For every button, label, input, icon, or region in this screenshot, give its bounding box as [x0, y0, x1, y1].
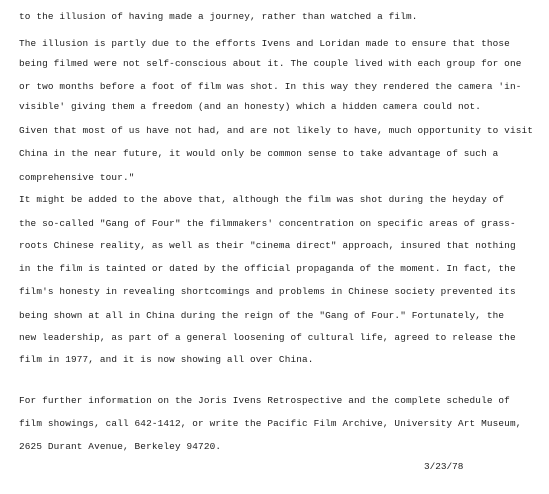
- text-line-11: roots Chinese reality, as well as their "cinema direct" approach, insured that nothing: [19, 240, 516, 251]
- text-line-16: film in 1977, and it is now showing all over China.: [19, 354, 314, 365]
- text-line-7: China in the near future, it would only be common sense to take advantage of such a: [19, 148, 499, 159]
- text-line-19: 2625 Durant Avenue, Berkeley 94720.: [19, 441, 222, 452]
- text-line-12: in the film is tainted or dated by the official propaganda of the moment. In fact, the: [19, 263, 516, 274]
- text-line-17: For further information on the Joris Ivens Retrospective and the complete schedule of: [19, 395, 510, 406]
- text-line-9: It might be added to the above that, although the film was shot during the heyday of: [19, 194, 505, 205]
- text-line-15: new leadership, as part of a general loosening of cultural life, agreed to release the: [19, 332, 516, 343]
- document-date: 3/23/78: [424, 461, 464, 472]
- text-line-5: visible' giving them a freedom (and an honesty) which a hidden camera could not.: [19, 101, 482, 112]
- text-line-3: being filmed were not self-conscious about it. The couple lived with each group for one: [19, 58, 522, 69]
- text-line-13: film's honesty in revealing shortcomings and problems in Chinese society prevented its: [19, 286, 516, 297]
- text-line-2: The illusion is partly due to the efforts Ivens and Loridan made to ensure that those: [19, 38, 510, 49]
- text-line-6: Given that most of us have not had, and are not likely to have, much opportunity to visit: [19, 125, 534, 136]
- text-line-14: being shown at all in China during the reign of the "Gang of Four." Fortunately, the: [19, 310, 505, 321]
- text-line-1: to the illusion of having made a journey, rather than watched a film.: [19, 11, 418, 22]
- text-line-4: or two months before a foot of film was shot. In this way they rendered the camera 'in-: [19, 81, 522, 92]
- text-line-8: comprehensive tour.": [19, 172, 135, 183]
- text-line-18: film showings, call 642-1412, or write the Pacific Film Archive, University Art Museum,: [19, 418, 522, 429]
- text-line-10: the so-called "Gang of Four" the filmmakers' concentration on specific areas of grass-: [19, 218, 516, 229]
